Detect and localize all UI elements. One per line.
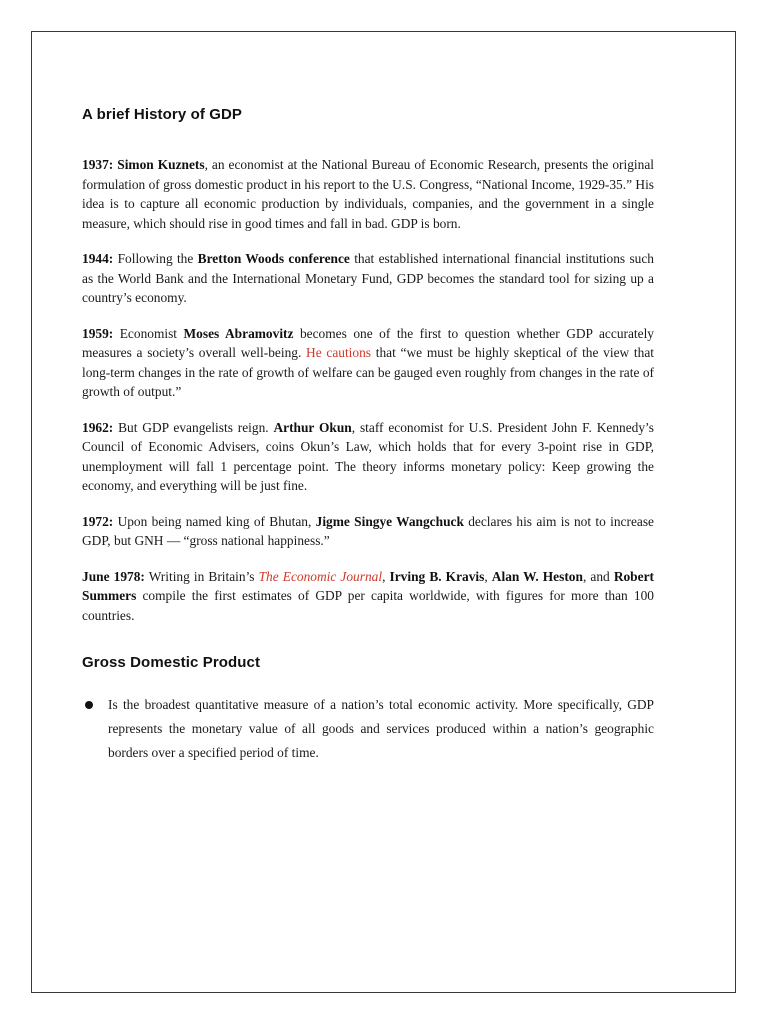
entry-person: Arthur Okun (273, 419, 352, 435)
entry-1959 (82, 324, 654, 402)
heading-gdp: Gross Domestic Product (82, 654, 261, 671)
entry-text: that “we must be highly skeptical of the view that long-term changes in the rate of growth of welfare can be gauged even roughly from changes in the rate of growth of output.” (82, 345, 655, 399)
entry-year: 1972: (82, 513, 114, 529)
entry-person: Alan W. Heston (491, 568, 583, 584)
he-cautions-link[interactable]: He cautions (306, 345, 372, 360)
entry-1937 (82, 155, 654, 233)
bullet-text: Is the broadest quantitative measure of a nation’s total economic activity. More specifically, GDP represents the monetary value of all goods and services produced within a nation’s geographic borders over a specified period of time. (108, 697, 654, 760)
heading-history: A brief History of GDP (82, 106, 242, 123)
entry-text: , (484, 568, 492, 584)
entry-year: 1937: (82, 157, 114, 172)
entry-1972 (82, 512, 654, 551)
list-item (82, 693, 654, 765)
entry-text: But GDP evangelists reign. (113, 419, 274, 435)
entry-text: Writing in Britain’s (144, 568, 259, 584)
entry-text: becomes one of the first to question whether GDP accurately measures a society’s overall well-being. (82, 325, 654, 360)
entry-person: Simon Kuznets (117, 157, 205, 172)
entry-text: Following the (113, 251, 198, 266)
entry-person: Irving B. Kravis (389, 568, 485, 584)
bullet-list (82, 693, 654, 765)
entry-text: Upon being named king of Bhutan, (113, 513, 316, 529)
entry-year: 1944: (82, 251, 114, 266)
entry-text: compile the first estimates of GDP per capita worldwide, with figures for more than 100 countries. (82, 588, 654, 623)
entry-year: 1962: (82, 419, 114, 435)
entry-text: , and (582, 568, 614, 584)
bullet-dot-icon (85, 701, 93, 709)
entry-text: , staff economist for U.S. President John F. Kennedy’s Council of Economic Advisers, coins Okun’s Law, which holds that for every 3-point rise in GDP, unemployment will fall 1 percentage point. The theory informs monetary policy: Keep growing the economy, and everything will be just fine. (82, 419, 654, 493)
entry-person: Moses Abramovitz (183, 325, 294, 341)
entry-1944 (82, 249, 654, 308)
entry-year: June 1978: (82, 568, 145, 584)
entry-text: , an economist at the National Bureau of Economic Research, presents the original formulation of gross domestic product in his report to the U.S. Congress, “National Income, 1929-35.” His idea is to capture all economic production by individuals, companies, and the government in a single measure, which should rise in good times and fall in bad. GDP is born. (82, 157, 654, 231)
entry-1962 (82, 418, 654, 496)
entry-text: that established international financial institutions such as the World Bank and the International Monetary Fund, GDP becomes the standard tool for sizing up a country’s economy. (82, 251, 654, 305)
entry-text: Economist (113, 325, 184, 341)
entry-text: declares his aim is not to increase GDP, but GNH — “gross national happiness.” (82, 513, 654, 548)
entry-text: , (382, 568, 390, 584)
entry-1978 (82, 567, 654, 626)
entry-year: 1959: (82, 325, 114, 341)
document-content (82, 106, 654, 765)
entry-person: Robert Summers (82, 568, 654, 603)
entry-person: Jigme Singye Wangchuck (315, 513, 464, 529)
entry-event: Bretton Woods conference (197, 251, 350, 266)
economic-journal-link[interactable]: The Economic Journal (258, 568, 383, 584)
